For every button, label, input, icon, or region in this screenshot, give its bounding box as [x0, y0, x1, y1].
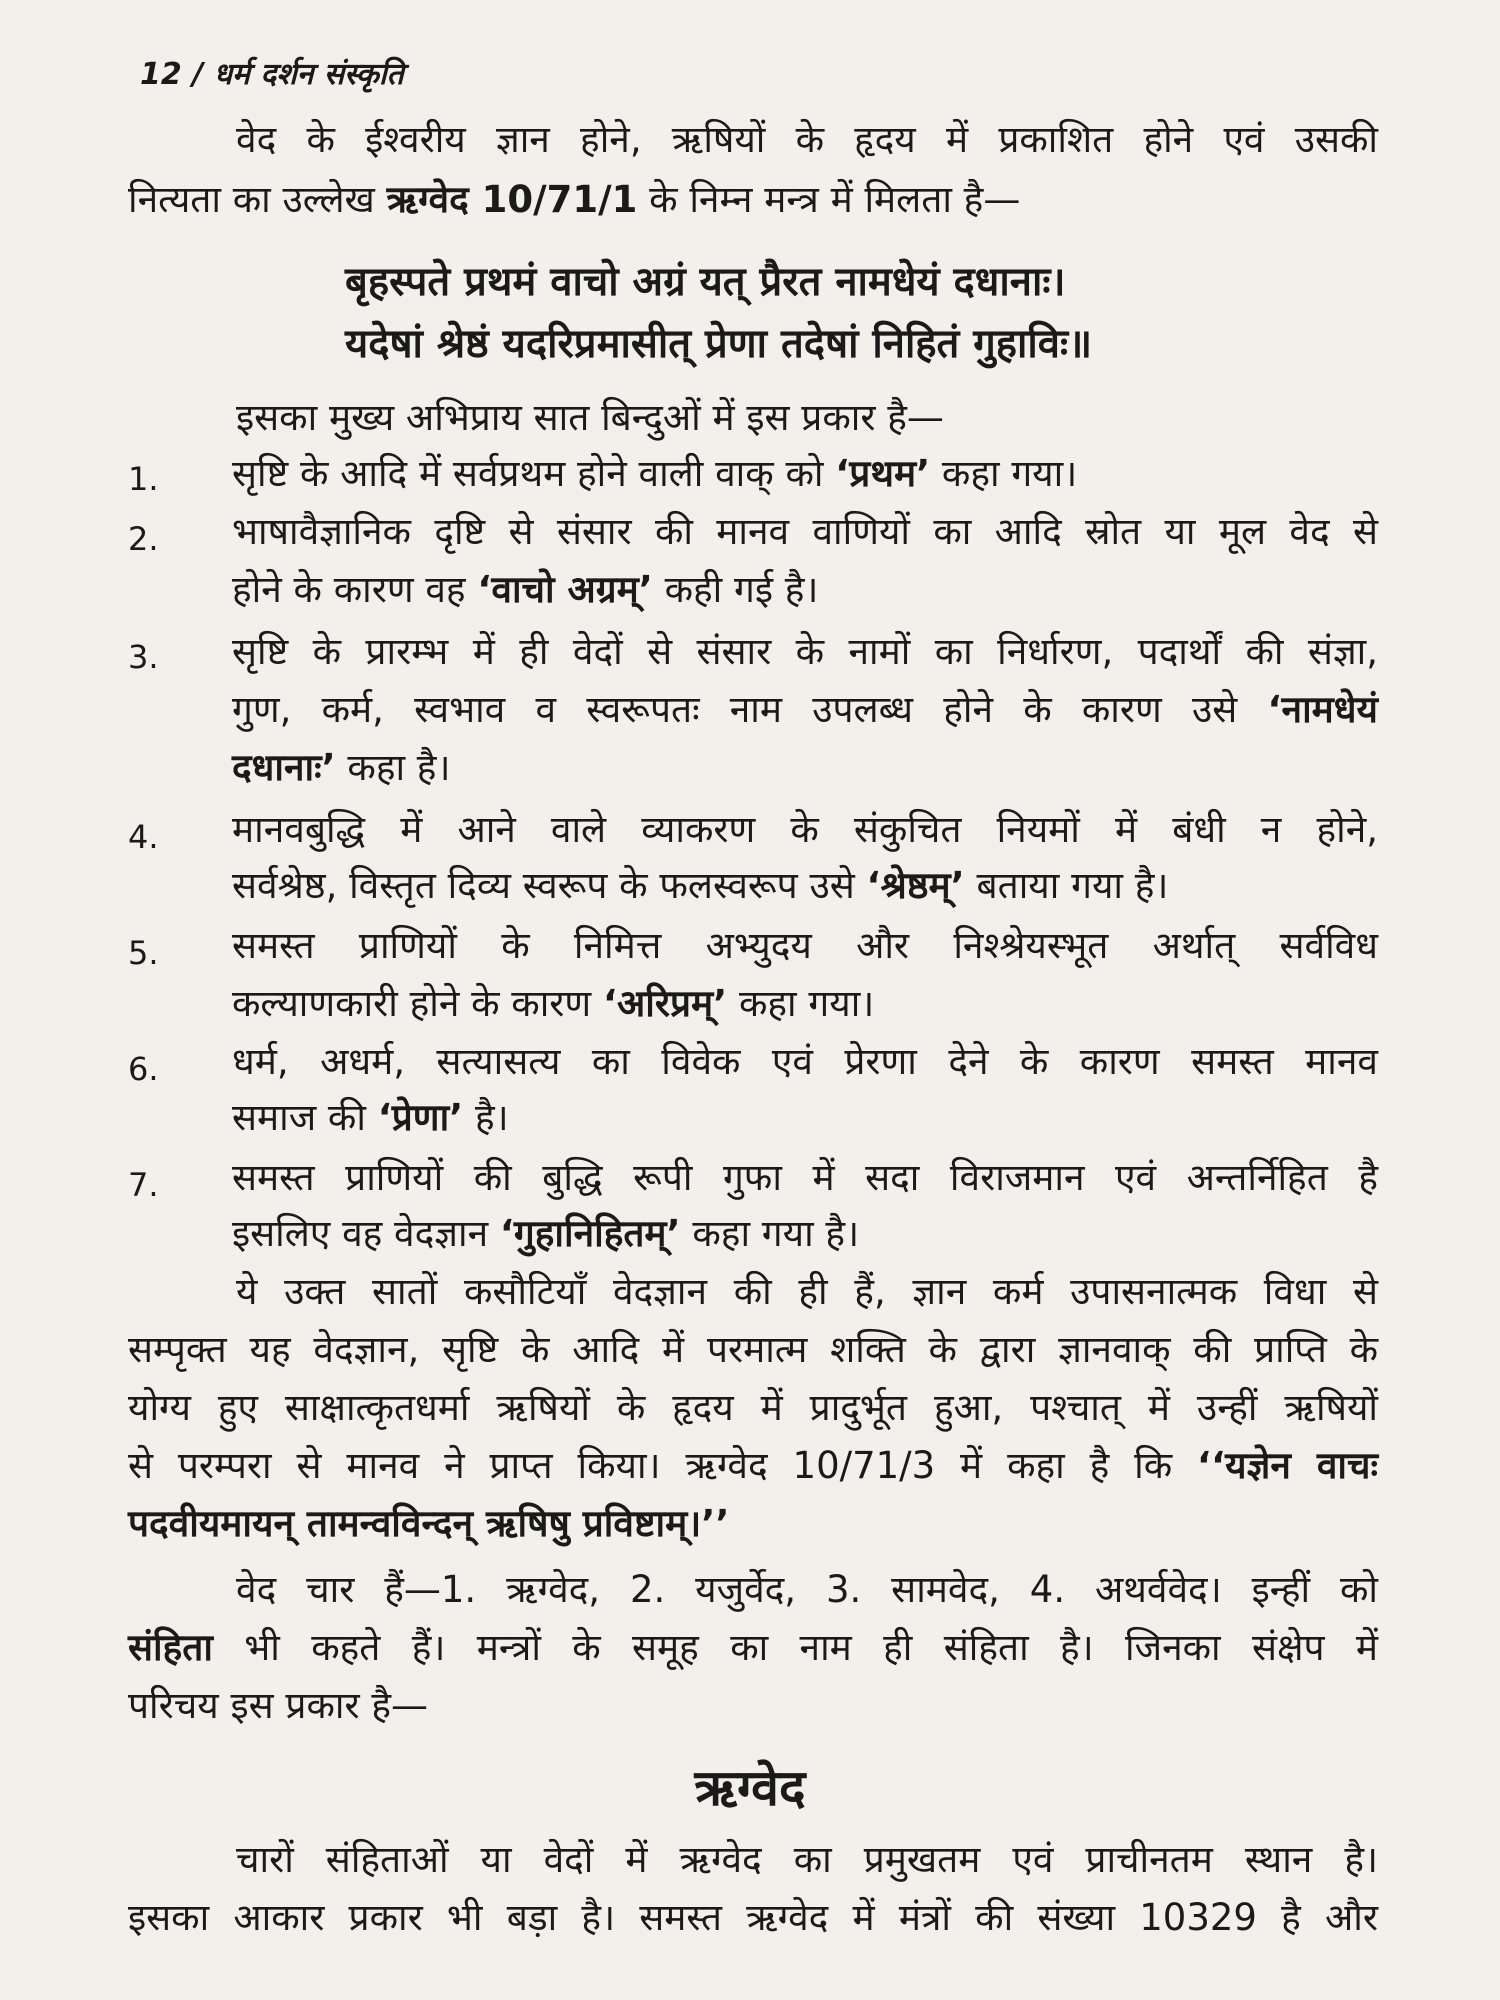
list-item-3-line-2: गुण, कर्म, स्वभाव व स्वरूपतः नाम उपलब्ध होने के कारण उसे ‘नामधेयं	[232, 688, 1378, 731]
list-number: 4.	[128, 818, 159, 856]
list-item-5-line-2: कल्याणकारी होने के कारण ‘अरिप्रम्’ कहा गया।	[232, 982, 875, 1025]
para2-line-2: सम्पृक्त यह वेदज्ञान, सृष्टि के आदि में परमात्म शक्ति के द्वारा ज्ञानवाक् की प्राप्ति के	[128, 1328, 1378, 1371]
list-item-7-line-2: इसलिए वह वेदज्ञान ‘गुहानिहितम्’ कहा गया है।	[232, 1212, 860, 1255]
list-number: 2.	[128, 520, 159, 558]
para2-line-3: योग्य हुए साक्षात्कृतधर्मा ऋषियों के हृदय में प्रादुर्भूत हुआ, पश्चात् में उन्हीं ऋषियों	[128, 1386, 1378, 1429]
list-item-6-line-2: समाज की ‘प्रेणा’ है।	[232, 1096, 509, 1139]
list-number: 5.	[128, 934, 159, 972]
para3-line-3: परिचय इस प्रकार है—	[128, 1684, 428, 1727]
quote-rigveda-10-71-3: ‘‘यज्ञेन वाचः	[1197, 1444, 1378, 1487]
list-number: 3.	[128, 638, 159, 676]
para2-line-4: से परम्परा से मानव ने प्राप्त किया। ऋग्वेद 10/71/3 में कहा है कि ‘‘यज्ञेन वाचः	[128, 1444, 1378, 1487]
list-item-3-line-1: सृष्टि के प्रारम्भ में ही वेदों से संसार के नामों का निर्धारण, पदार्थों की संज्ञा,	[232, 630, 1378, 673]
mantra-line-2: यदेषां श्रेष्ठं यदरिप्रमासीत् प्रेणा तदेषां निहितं गुहाविः॥	[345, 321, 1093, 367]
list-number: 7.	[128, 1166, 159, 1204]
para4-line-1: चारों संहिताओं या वेदों में ऋग्वेद का प्रमुखतम एवं प्राचीनतम स्थान है।	[236, 1838, 1378, 1881]
list-item-1-line-1: सृष्टि के आदि में सर्वप्रथम होने वाली वाक् को ‘प्रथम’ कहा गया।	[232, 452, 1078, 495]
list-number: 1.	[128, 460, 159, 498]
list-number: 6.	[128, 1050, 159, 1088]
list-item-3-line-3: दधानाः’ कहा है।	[232, 746, 451, 789]
list-item-6-line-1: धर्म, अधर्म, सत्यासत्य का विवेक एवं प्रेरणा देने के कारण समस्त मानव	[232, 1040, 1378, 1083]
citation-rigveda-10-71-1: ऋग्वेद 10/71/1	[386, 178, 638, 221]
para3-line-2: संहिता भी कहते हैं। मन्त्रों के समूह का नाम ही संहिता है। जिनका संक्षेप में	[128, 1626, 1378, 1669]
page-header: 12 / धर्म दर्शन संस्कृति	[140, 57, 404, 92]
section-heading: ऋग्वेद	[694, 1759, 806, 1817]
lead-line: इसका मुख्य अभिप्राय सात बिन्दुओं में इस प्रकार है—	[236, 396, 944, 439]
intro-line-1: वेद के ईश्वरीय ज्ञान होने, ऋषियों के हृदय में प्रकाशित होने एवं उसकी	[236, 118, 1378, 161]
list-item-7-line-1: समस्त प्राणियों की बुद्धि रूपी गुफा में सदा विराजमान एवं अन्तर्निहित है	[232, 1156, 1378, 1199]
list-item-5-line-1: समस्त प्राणियों के निमित्त अभ्युदय और निश्श्रेयस्भूत अर्थात् सर्वविध	[232, 924, 1378, 967]
list-item-4-line-2: सर्वश्रेष्ठ, विस्तृत दिव्य स्वरूप के फलस्वरूप उसे ‘श्रेष्ठम्’ बताया गया है।	[232, 864, 1169, 907]
para2-line-1: ये उक्त सातों कसौटियाँ वेदज्ञान की ही हैं, ज्ञान कर्म उपासनात्मक विधा से	[236, 1270, 1378, 1313]
para4-line-2: इसका आकार प्रकार भी बड़ा है। समस्त ऋग्वेद में मंत्रों की संख्या 10329 है और	[128, 1896, 1378, 1939]
list-item-2-line-1: भाषावैज्ञानिक दृष्टि से संसार की मानव वाणियों का आदि स्रोत या मूल वेद से	[232, 510, 1378, 553]
intro-line-2: नित्यता का उल्लेख ऋग्वेद 10/71/1 के निम्न मन्त्र में मिलता है—	[128, 178, 1021, 221]
para3-line-1: वेद चार हैं—1. ऋग्वेद, 2. यजुर्वेद, 3. सामवेद, 4. अथर्ववेद। इन्हीं को	[236, 1568, 1378, 1611]
list-item-2-line-2: होने के कारण वह ‘वाचो अग्रम्’ कही गई है।	[232, 568, 819, 611]
mantra-line-1: बृहस्पते प्रथमं वाचो अग्रं यत् प्रैरत नामधेयं दधानाः।	[345, 259, 1066, 305]
para2-line-5: पदवीयमायन् तामन्वविन्दन् ऋषिषु प्रविष्टाम्।’’	[128, 1502, 730, 1545]
list-item-4-line-1: मानवबुद्धि में आने वाले व्याकरण के संकुचित नियमों में बंधी न होने,	[232, 808, 1378, 851]
